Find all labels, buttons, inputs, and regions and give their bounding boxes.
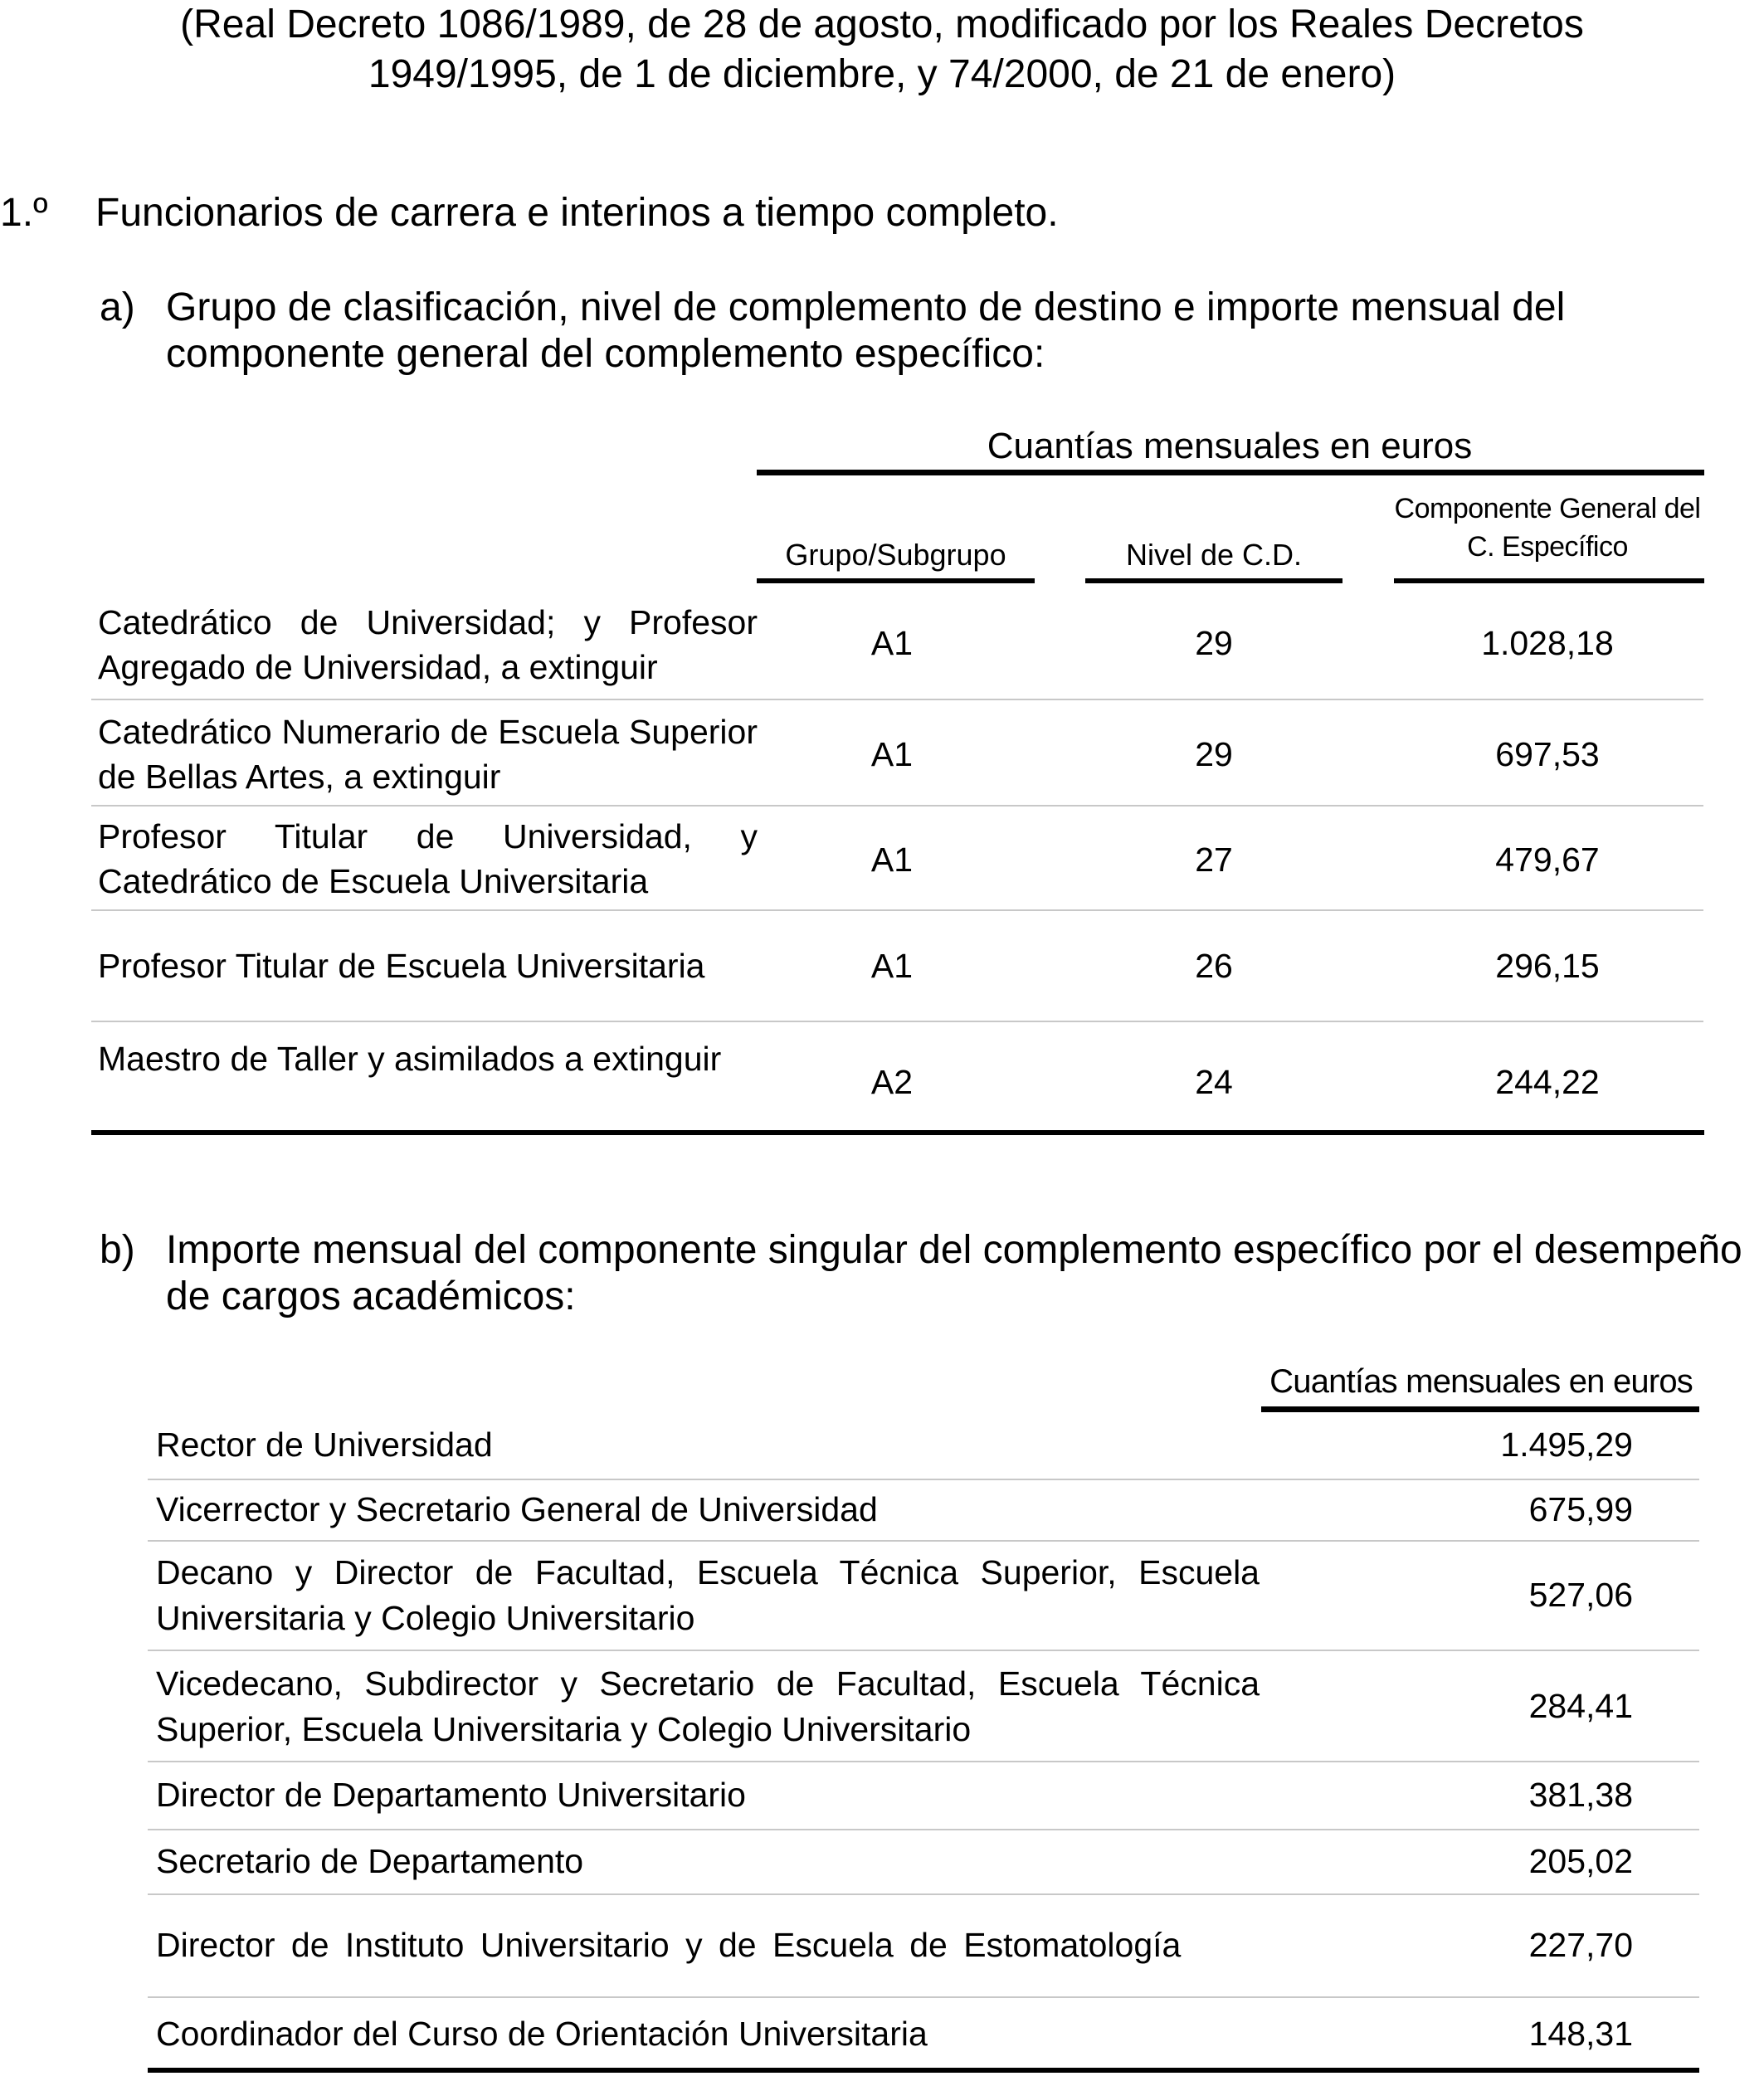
table-b-bottom-rule [148,2068,1699,2073]
table-a-row-group: A1 [870,735,914,773]
table-a-row-label: Profesor Titular de Escuela Universitaria [98,947,705,985]
table-a-row-level: 24 [1195,1063,1233,1101]
table-a-row [91,596,1703,700]
table-a-row-level: 29 [1195,735,1233,773]
table-a-row-level: 29 [1195,624,1233,662]
table-b-caption: Cuantías mensuales en euros [1269,1363,1693,1400]
table-b-row-amount: 205,02 [1528,1842,1633,1880]
document-header [0,0,1764,100]
table-b-row-label: Coordinador del Curso de Orientación Universitaria [156,2015,928,2053]
table-b-row-amount: 1.495,29 [1500,1426,1633,1464]
table-b-row [148,1830,1699,1895]
table-b-row [148,1412,1699,1480]
table-b-row [148,1895,1699,1998]
table-a-row-label: Catedrático de Universidad; y Profesor Agregado de Universidad, a extinguir [98,603,758,686]
table-a-row-group: A2 [870,1063,914,1101]
table-b-row-label: Director de Instituto Universitario y de Escuela de Estomatología [156,1926,1182,1964]
table-b-row [148,1762,1699,1830]
table-b-row-amount: 284,41 [1528,1687,1633,1725]
table-b-row [148,1542,1699,1651]
table-a-row-amount: 1.028,18 [1481,624,1614,662]
table-a-row-group: A1 [870,841,914,879]
table-a-row-amount: 296,15 [1495,947,1600,985]
table-a-col-component-line2: C. Específico [1467,531,1628,563]
table-b-row-label: Vicerrector y Secretario General de Universidad [156,1490,878,1528]
item-b-text: Importe mensual del componente singular del complemento específico por el desempeño de cargos académicos: [166,1228,1742,1318]
table-b-row [148,1998,1699,2073]
table-a-col-level: Nivel de C.D. [1125,538,1303,572]
table-a-col-level-rule [1085,578,1342,583]
table-b-row [148,1651,1699,1762]
table-b-top-rule [1261,1406,1699,1412]
table-a-col-component-line1: Componente General del [1394,493,1701,524]
table-a-row-group: A1 [870,947,914,985]
table-b-row-amount: 675,99 [1528,1490,1633,1528]
table-a-row-label: Maestro de Taller y asimilados a extinguir [98,1040,722,1078]
table-b-row-label: Secretario de Departamento [156,1842,584,1880]
table-a-row [91,700,1703,807]
table-b-row-amount: 527,06 [1528,1576,1633,1614]
table-a-row-level: 26 [1195,947,1233,985]
table-a-row-amount: 479,67 [1495,841,1600,879]
table-a-col-component [1390,490,1705,566]
header-line-1: (Real Decreto 1086/1989, de 28 de agosto, modificado por los Reales Decretos [180,2,1584,46]
table-a-row-group: A1 [870,624,914,662]
table-b-row-label: Rector de Universidad [156,1426,493,1464]
table-b-row [148,1480,1699,1542]
table-a-row-level: 27 [1195,841,1233,879]
table-a-row [91,911,1703,1022]
table-b-row-label: Vicedecano, Subdirector y Secretario de Facultad, Escuela Técnica Superior, Escuela Universitaria y Colegio Universitario [156,1664,1260,1748]
table-b-row-label: Director de Departamento Universitario [156,1776,746,1814]
table-a-row-label: Catedrático Numerario de Escuela Superior de Bellas Artes, a extinguir [98,713,758,796]
table-a-top-rule [757,470,1704,475]
section-number: 1.º [0,191,48,235]
table-a-caption: Cuantías mensuales en euros [987,426,1473,466]
item-a-letter: a) [100,285,135,329]
table-a-row-amount: 244,22 [1495,1063,1600,1101]
section-title: Funcionarios de carrera e interinos a tiempo completo. [95,191,1059,235]
table-b-row-amount: 148,31 [1528,2015,1633,2053]
header-line-2: 1949/1995, de 1 de diciembre, y 74/2000, de 21 de enero) [368,52,1396,96]
table-a-row-amount: 697,53 [1495,735,1600,773]
item-a-text: Grupo de clasificación, nivel de complemento de destino e importe mensual del componente general del complemento específico: [166,285,1566,376]
table-a-row-label: Profesor Titular de Universidad, y Catedrático de Escuela Universitaria [98,817,758,900]
table-b-row-label: Decano y Director de Facultad, Escuela Técnica Superior, Escuela Universitaria y Colegio Universitario [156,1553,1260,1637]
table-b-row-amount: 381,38 [1528,1776,1633,1814]
table-a-row [91,1022,1703,1135]
table-b-row-amount: 227,70 [1528,1926,1633,1964]
table-a-col-group-rule [757,578,1035,583]
table-a-row [91,807,1703,911]
table-a-col-component-rule [1394,578,1704,583]
item-b-letter: b) [100,1228,135,1272]
table-a-bottom-rule [91,1130,1704,1135]
table-a-col-group: Grupo/Subgrupo [785,538,1006,572]
